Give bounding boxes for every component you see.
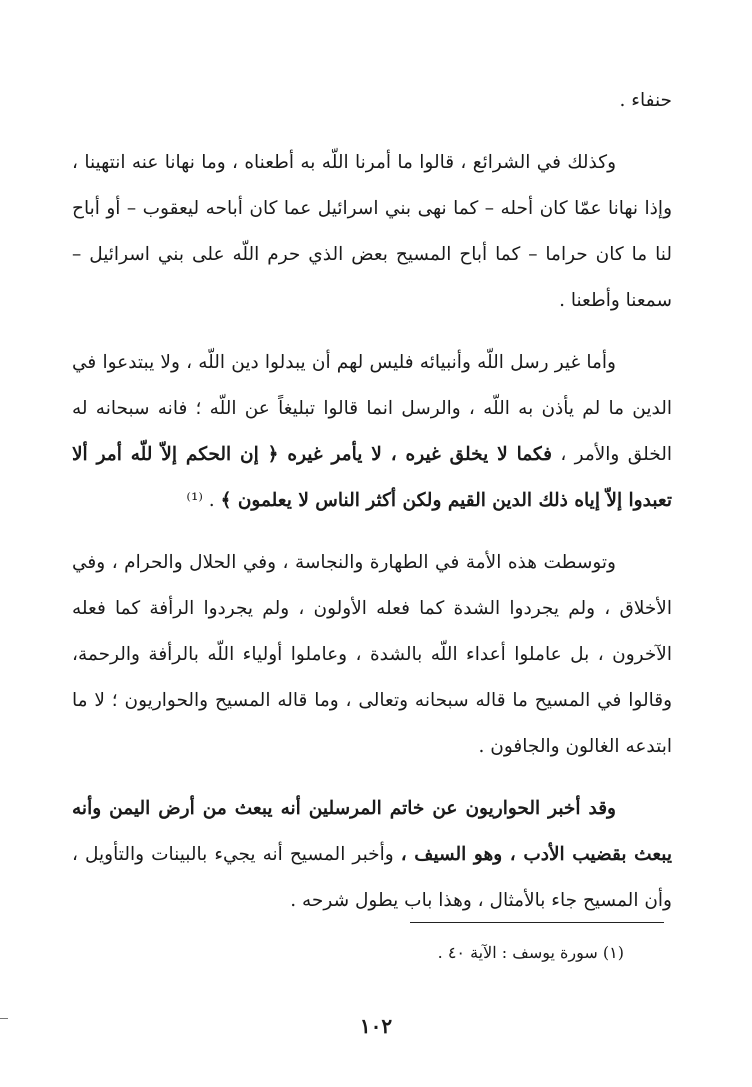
paragraph-2 xyxy=(72,140,672,324)
footnote-divider xyxy=(410,922,664,923)
quranic-verse: فكما لا يخلق غيره ، لا يأمر غيره ﴿ إن الحكم إلاّ للّه أمر ألا تعبدوا إلاّ إياه ذلك الدين القيم ولكن أكثر الناس لا يعلمون ﴾ xyxy=(72,444,672,511)
paragraph-4-text: وتوسطت هذه الأمة في الطهارة والنجاسة ، وفي الحلال والحرام ، وفي الأخلاق ، ولم يجردوا الشدة كما فعله الأولون ، ولم يجردوا الرأفة كما فعله الآخرون ، بل عاملوا أعداء اللّه بالشدة ، وعاملوا أولياء اللّه بالرأفة والرحمة، وقالوا في المسيح ما قاله سبحانه وتعالى ، وما قاله المسيح والحواريون ؛ لا ما ابتدعه الغالون والجافون . xyxy=(72,552,672,757)
margin-mark xyxy=(0,1018,8,1019)
footnote: (١) سورة يوسف : الآية ٤٠ . xyxy=(437,943,624,962)
paragraph-2-text: وكذلك في الشرائع ، قالوا ما أمرنا اللّه به أطعناه ، وما نهانا عنه انتهينا ، وإذا نهانا عمّا كان أحله – كما نهى بني اسرائيل عما كان أباحه ليعقوب – أو أباح لنا ما كان حراما – كما أباح المسيح بعض الذي حرم اللّه على بني اسرائيل – سمعنا وأطعنا . xyxy=(72,152,672,311)
paragraph-4 xyxy=(72,540,672,770)
paragraph-3 xyxy=(72,340,672,524)
paragraph-5-text: وأخبر المسيح أنه يجيء بالبينات والتأويل ، وأن المسيح جاء بالأمثال ، وهذا باب يطول شرحه . xyxy=(72,844,672,911)
page-number: ١٠٢ xyxy=(359,1014,393,1038)
footnote-reference: . ⁽¹⁾ xyxy=(186,490,221,511)
paragraph-1 xyxy=(72,78,672,124)
paragraph-1-text: حنفاء . xyxy=(619,90,672,111)
paragraph-5-bold-text: وقد أخبر الحواريون عن خاتم المرسلين أنه يبعث من أرض اليمن وأنه يبعث بقضيب الأدب ، وهو السيف ، xyxy=(72,798,672,865)
paragraph-3-text: وأما غير رسل اللّه وأنبيائه فليس لهم أن يبدلوا دين اللّه ، ولا يبتدعوا في الدين ما لم يأذن به اللّه ، والرسل انما قالوا تبليغاً عن اللّه ؛ فانه سبحانه له الخلق والأمر ، xyxy=(72,352,672,465)
paragraph-5 xyxy=(72,786,672,924)
main-text xyxy=(72,78,672,924)
